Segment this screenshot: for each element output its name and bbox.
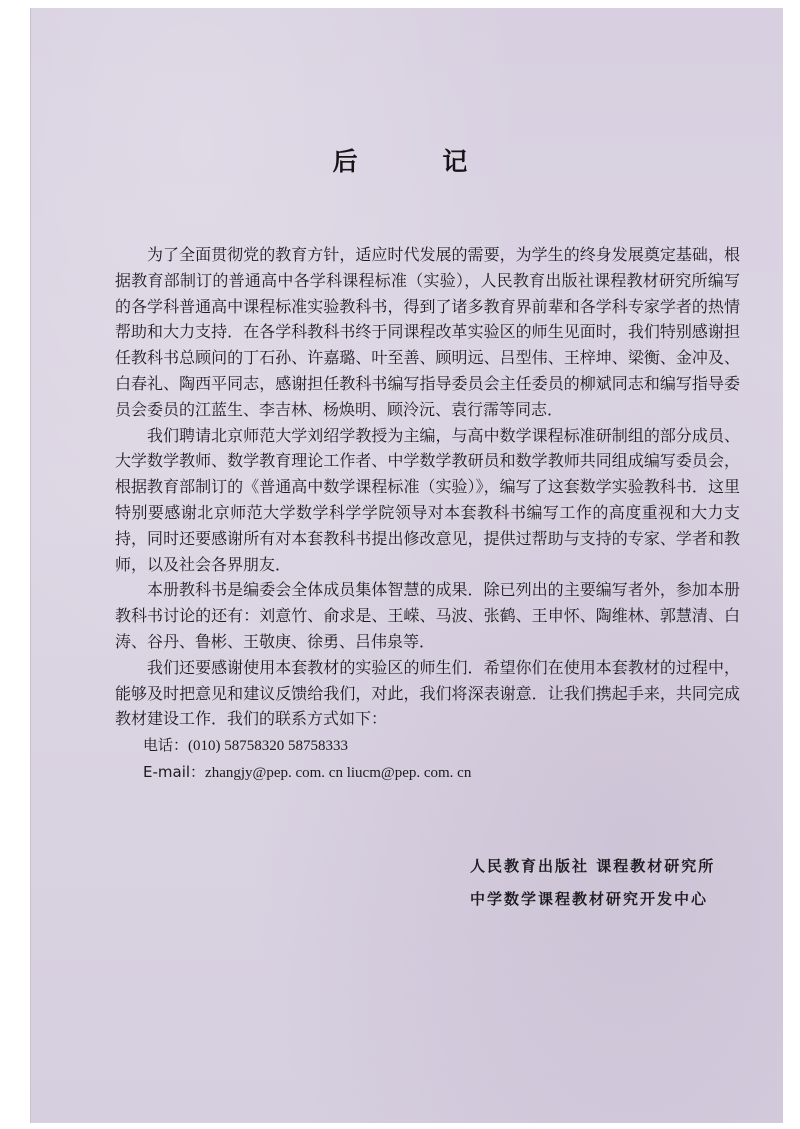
paragraph-1: 为了全面贯彻党的教育方针，适应时代发展的需要，为学生的终身发展奠定基础，根据教育部制订的普通高中各学科课程标准（实验），人民教育出版社课程教材研究所编写的各学科普通高中课程标准实验教科书，得到了诸多教育界前辈和各学科专家学者的热情帮助和大力支持．在各学科教科书终于同课程改革实验区的师生见面时，我们特别感谢担任教科书总顾问的丁石孙、许嘉璐、叶至善、顾明远、吕型伟、王梓坤、梁衡、金冲及、白春礼、陶西平同志，感谢担任教科书编写指导委员会主任委员的柳斌同志和编写指导委员会委员的江蓝生、李吉林、杨焕明、顾泠沅、袁行霈等同志． bbox=[115, 245, 740, 419]
signature-line-center: 中学数学课程教材研究开发中心 bbox=[470, 890, 709, 908]
email-label: E-mail： bbox=[143, 763, 206, 782]
phone-value: (010) 58758320 58758333 bbox=[188, 738, 349, 755]
afterword-body bbox=[115, 242, 740, 786]
email-line bbox=[115, 759, 740, 786]
phone-line bbox=[115, 732, 740, 759]
phone-label: 电话： bbox=[143, 736, 189, 755]
signature-block bbox=[470, 850, 770, 916]
paragraph-3: 本册教科书是编委会全体成员集体智慧的成果．除已列出的主要编写者外，参加本册教科书讨论的还有：刘意竹、俞求是、王嵘、马波、张鹤、王申怀、陶维林、郭慧清、白涛、谷丹、鲁彬、王敬庚、徐勇、吕伟泉等． bbox=[115, 580, 740, 651]
paragraph-2: 我们聘请北京师范大学刘绍学教授为主编，与高中数学课程标准研制组的部分成员、大学数学教师、数学教育理论工作者、中学数学教研员和数学教师共同组成编写委员会，根据教育部制订的《普通高中数学课程标准（实验）》，编写了这套数学实验教科书．这里特别要感谢北京师范大学数学科学学院领导对本套教科书编写工作的高度重视和大力支持，同时还要感谢所有对本套教科书提出修改意见，提供过帮助与支持的专家、学者和教师，以及社会各界朋友． bbox=[115, 425, 740, 574]
signature-line-publisher: 人民教育出版社 课程教材研究所 bbox=[470, 857, 716, 875]
email-value: zhangjy@pep. com. cn liucm@pep. com. cn bbox=[205, 765, 472, 782]
page-title: 后 记 bbox=[332, 147, 506, 176]
paragraph-4: 我们还要感谢使用本套教材的实验区的师生们．希望你们在使用本套教材的过程中，能够及时把意见和建议反馈给我们，对此，我们将深表谢意．让我们携起手来，共同完成教材建设工作．我们的联系方式如下： bbox=[115, 657, 740, 729]
